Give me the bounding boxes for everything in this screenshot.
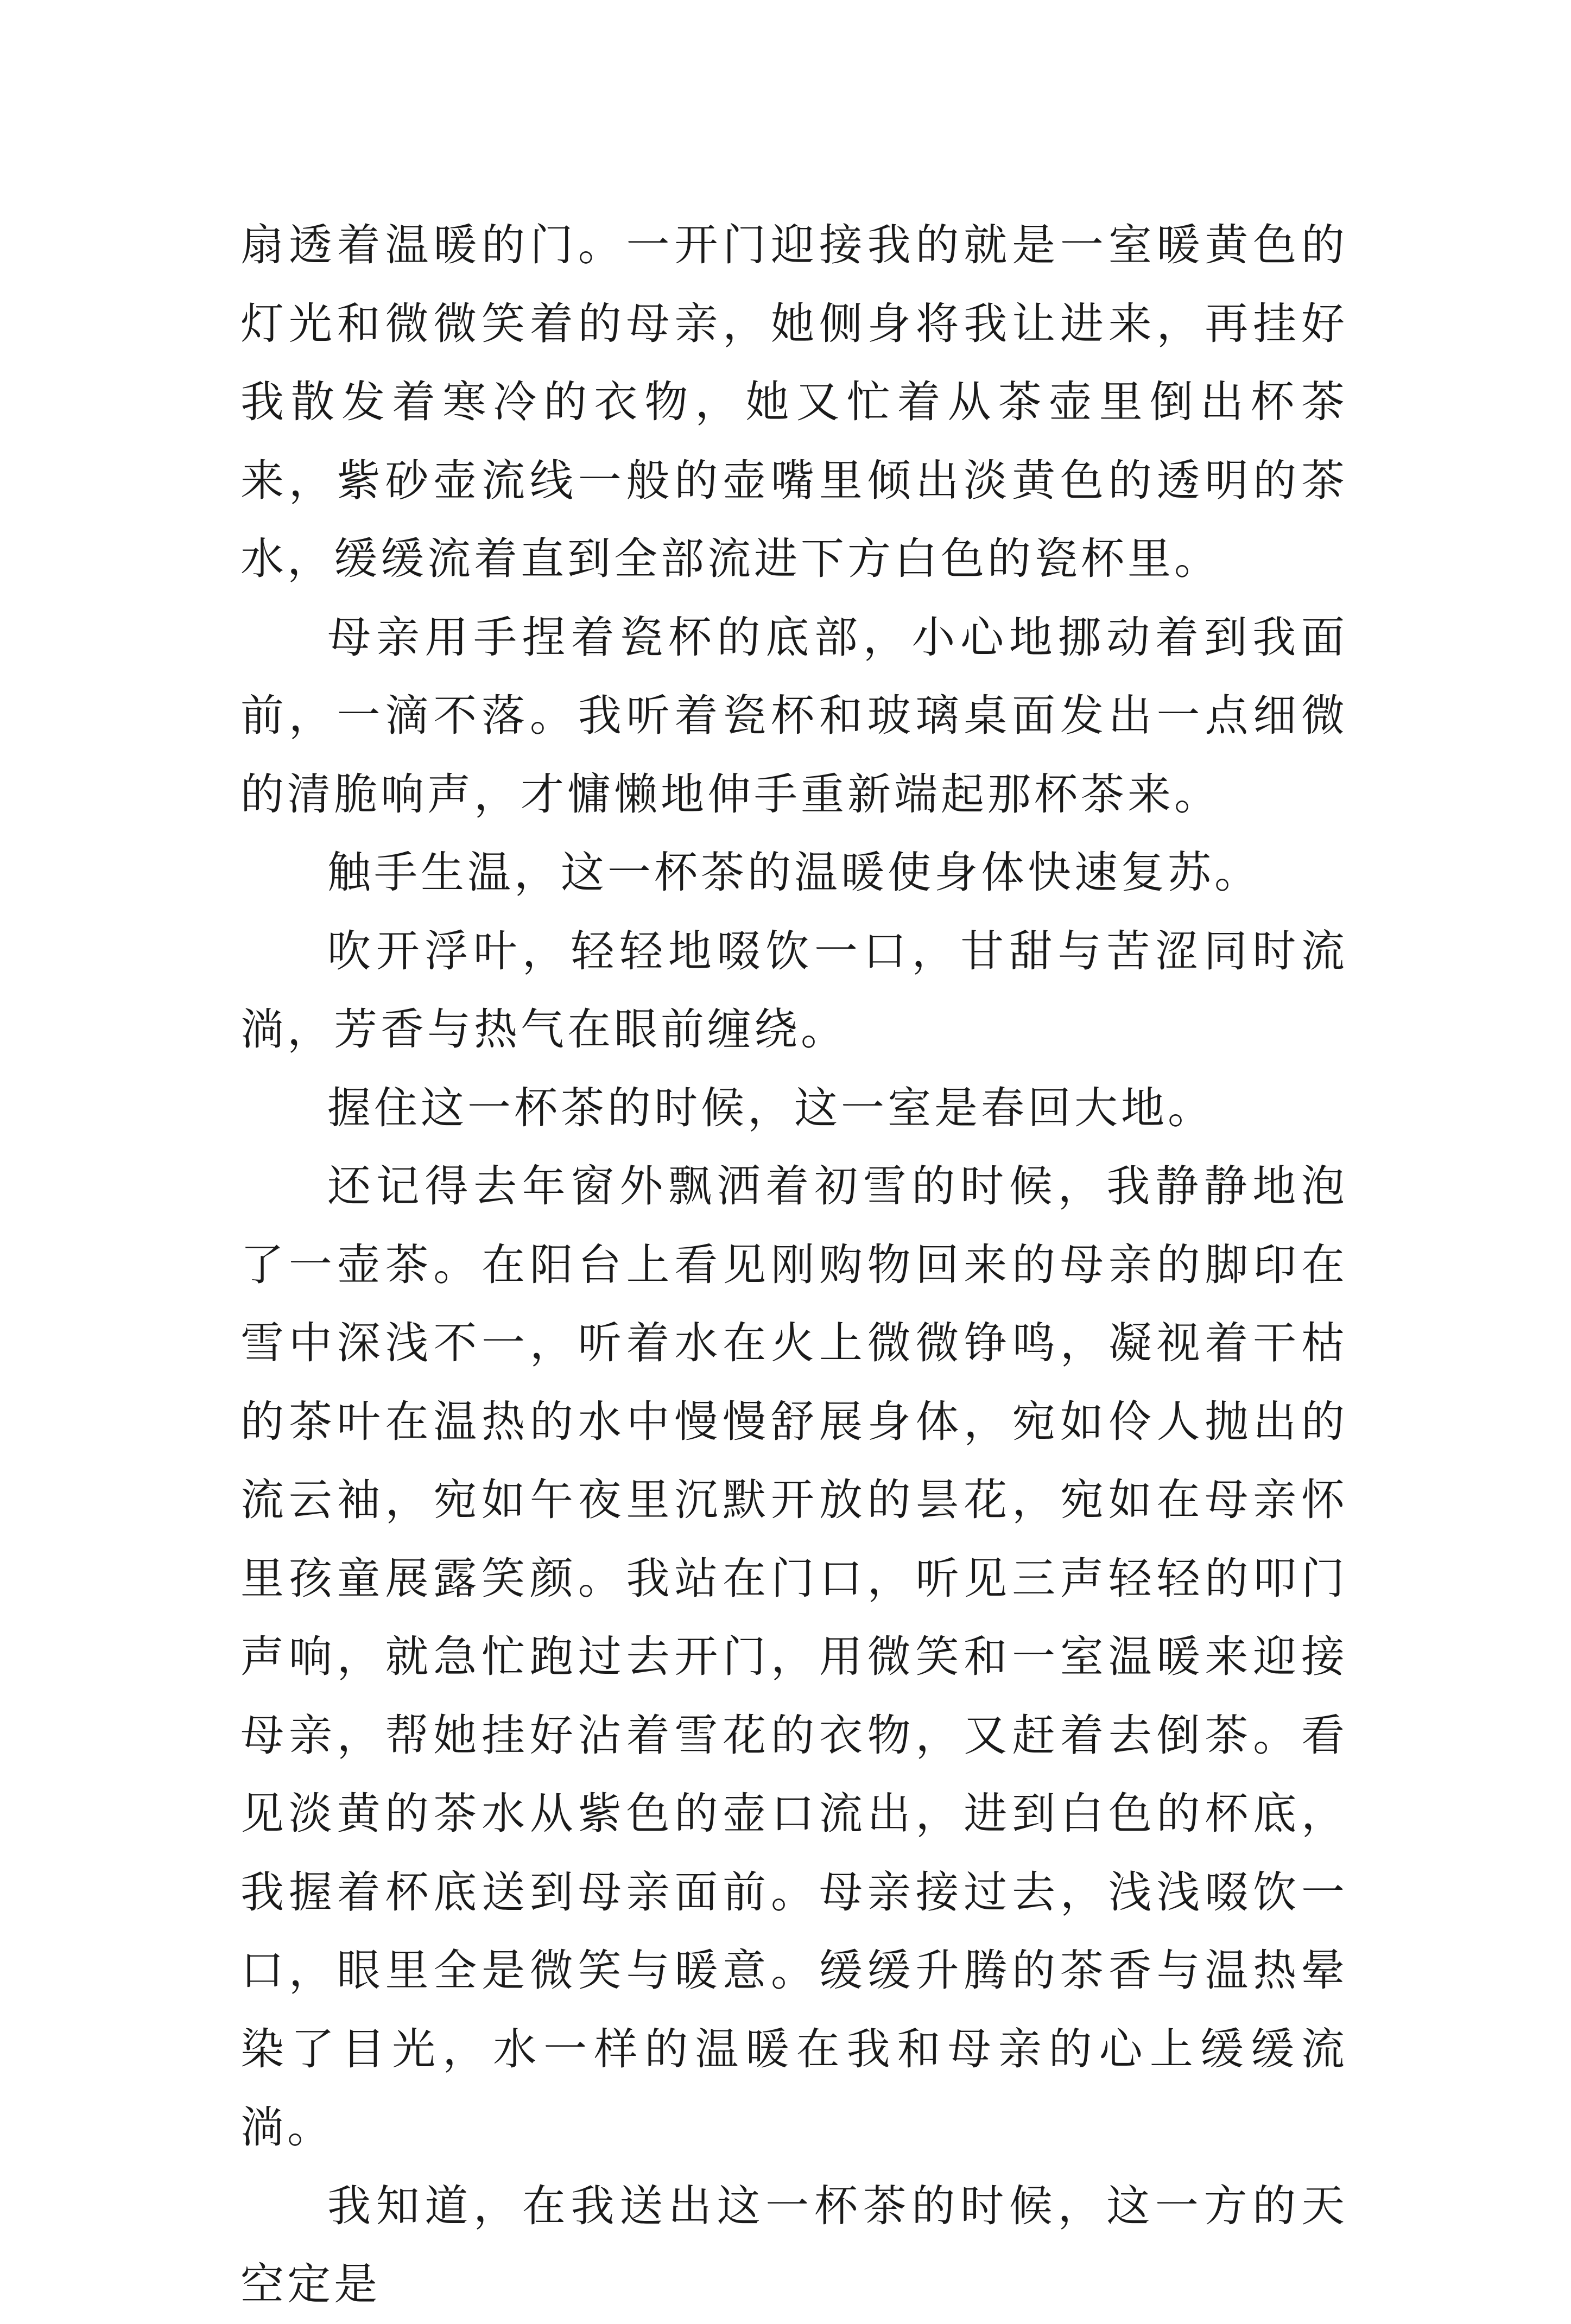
body-text bbox=[240, 206, 1348, 2324]
paragraph-2: 母亲用手捏着瓷杯的底部，小心地挪动着到我面前，一滴不落。我听着瓷杯和玻璃桌面发出一点细微的清脆响声，才慵懒地伸手重新端起那杯茶来。 bbox=[240, 612, 1348, 820]
paragraph-5: 握住这一杯茶的时候，这一室是春回大地。 bbox=[327, 1082, 1214, 1133]
paragraph-7: 我知道，在我送出这一杯茶的时候，这一方的天空定是 bbox=[240, 2180, 1348, 2309]
paragraph-4: 吹开浮叶，轻轻地啜饮一口，甘甜与苦涩同时流淌，芳香与热气在眼前缠绕。 bbox=[240, 925, 1348, 1055]
paragraph-1: 扇透着温暖的门。一开门迎接我的就是一室暖黄色的灯光和微微笑着的母亲，她侧身将我让进来，再挂好我散发着寒冷的衣物，她又忙着从茶壶里倒出杯茶来，紫砂壶流线一般的壶嘴里倾出淡黄色的透明的茶水，缓缓流着直到全部流进下方白色的瓷杯里。 bbox=[240, 220, 1348, 584]
paragraph-6: 还记得去年窗外飘洒着初雪的时候，我静静地泡了一壶茶。在阳台上看见刚购物回来的母亲的脚印在雪中深浅不一，听着水在火上微微铮鸣，凝视着干枯的茶叶在温热的水中慢慢舒展身体，宛如伶人抛出的流云袖，宛如午夜里沉默开放的昙花，宛如在母亲怀里孩童展露笑颜。我站在门口，听见三声轻轻的叩门声响，就急忙跑过去开门，用微笑和一室温暖来迎接母亲，帮她挂好沾着雪花的衣物，又赶着去倒茶。看见淡黄的茶水从紫色的壶口流出，进到白色的杯底，我握着杯底送到母亲面前。母亲接过去，浅浅啜饮一口，眼里全是微笑与暖意。缓缓升腾的茶香与温热晕染了目光，水一样的温暖在我和母亲的心上缓缓流淌。 bbox=[240, 1161, 1348, 2152]
paragraph-3: 触手生温，这一杯茶的温暖使身体快速复苏。 bbox=[327, 847, 1261, 898]
